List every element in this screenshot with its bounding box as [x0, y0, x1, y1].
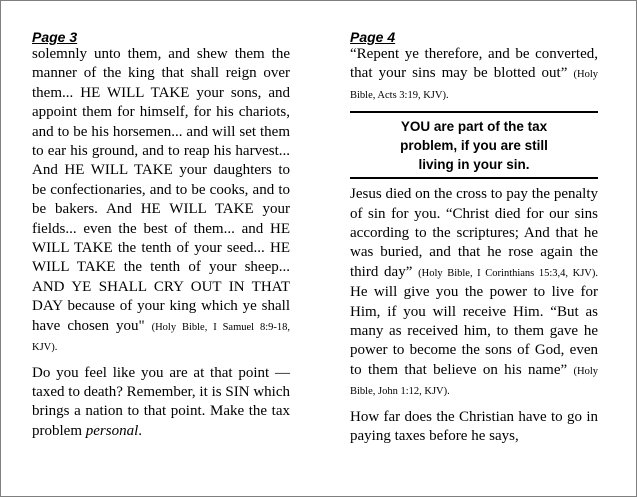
john-citation: (Holy Bible, John 1:12, KJV).: [350, 365, 598, 398]
left-paragraph-1: [32, 45, 290, 358]
acts-citation: (Holy Bible, Acts 3:19, KJV).: [350, 69, 598, 101]
samuel-citation: (Holy Bible, I Samuel 8:9-18, KJV).: [32, 321, 290, 354]
right-paragraph-1: [350, 45, 598, 105]
power-to-live-text: He will give you the power to live for Him, if you will receive Him. “But as many as received him, to them gave he power to become the sons of God, even to them that believe on his name”: [350, 284, 598, 378]
how-far-text: How far does the Christian have to go in paying taxes before he says,: [350, 408, 598, 445]
left-page: [32, 29, 290, 441]
page-3-label: Page 3: [32, 29, 78, 45]
jesus-died-text: Jesus died on the cross to pay the penalty of sin for you. “Christ died for our sins according to the scriptures; And that he was buried, and that he rose again the third day”: [350, 186, 598, 280]
personal-emphasis: personal: [85, 422, 139, 439]
corinthians-citation: (Holy Bible, I Corinthians 15:3,4, KJV).: [418, 267, 599, 279]
left-paragraph-2: [32, 364, 290, 442]
samuel-quote: solemnly unto them, and shew them the manner of the king that shall reign over them... HE WILL TAKE your sons, and appoint them for himself, for his chariots, and to be his horsemen... and will set them to ear his ground, and to reap his harvest... And HE WILL TAKE your daughters to be confectionaries, and to be cooks, and to be bakers. And HE WILL TAKE your fields... even the best of them... and HE WILL TAKE the tenth of your seed... HE WILL TAKE the tenth of your sheep... AND YE SHALL CRY OUT IN THAT DAY because of your king which ye shall have chosen you": [32, 46, 290, 334]
page-4-label: Page 4: [350, 29, 396, 45]
right-paragraph-2: [350, 185, 598, 401]
taxed-paragraph: Do you feel like you are at that point — taxed to death? Remember, it is SIN which brings a nation to that point. Make the tax problem: [32, 364, 290, 439]
right-paragraph-3: [350, 408, 598, 447]
paragraph-end: .: [138, 422, 142, 439]
tax-problem-callout: YOU are part of the tax problem, if you are still living in your sin.: [350, 111, 598, 179]
acts-quote: “Repent ye therefore, and be converted, that your sins may be blotted out”: [350, 46, 598, 82]
right-page: [350, 29, 598, 447]
